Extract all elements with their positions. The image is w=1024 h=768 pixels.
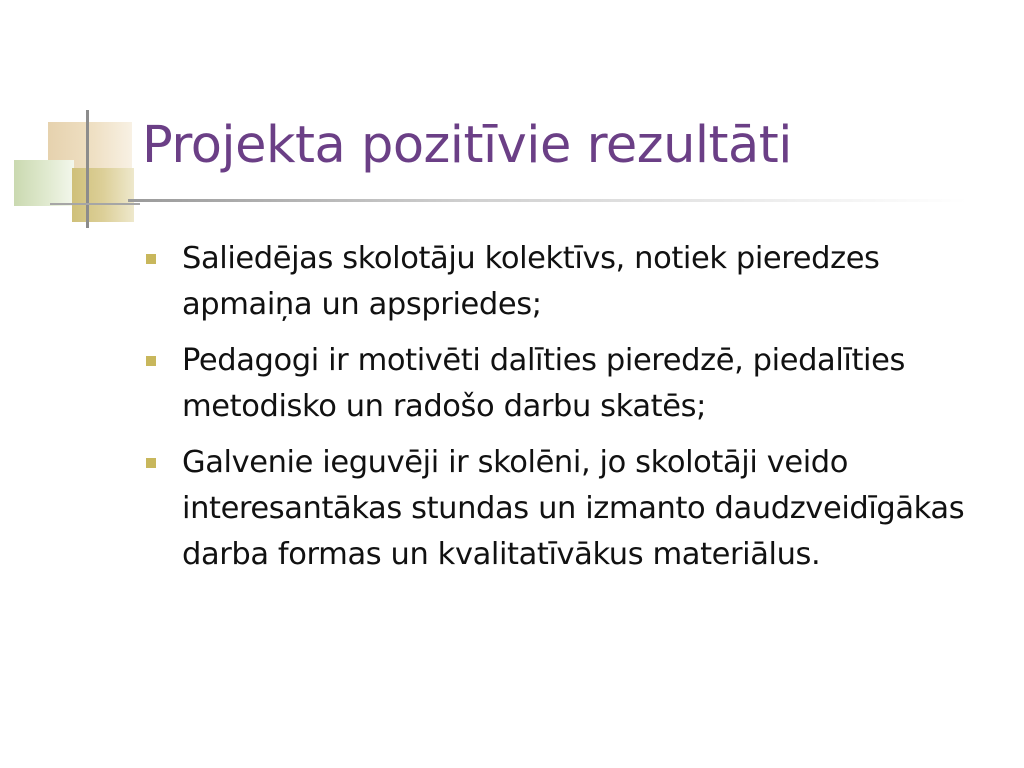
square-bullet-icon [146, 254, 156, 264]
square-bullet-icon [146, 356, 156, 366]
ornament-green-square [14, 160, 74, 206]
title-underline [128, 199, 968, 202]
square-bullet-icon [146, 458, 156, 468]
bullet-text: Galvenie ieguvēji ir skolēni, jo skolotāji veido interesantākas stundas un izmanto daudzveidīgākas darba formas un kvalitatīvākus materiālus. [182, 445, 965, 572]
ornament-olive-square [72, 168, 134, 222]
bullet-text: Saliedējas skolotāju kolektīvs, notiek pieredzes apmaiņa un apspriedes; [182, 241, 880, 322]
bullet-list [142, 236, 1012, 588]
bullet-item [142, 338, 1012, 430]
bullet-item [142, 236, 1012, 328]
slide-title: Projekta pozitīvie rezultāti [142, 116, 792, 175]
bullet-text: Pedagogi ir motivēti dalīties pieredzē, piedalīties metodisko un radošo darbu skatēs; [182, 343, 905, 424]
ornament-vertical-line [86, 110, 89, 228]
corner-ornament [0, 0, 160, 240]
ornament-horizontal-line [50, 203, 140, 205]
bullet-item [142, 440, 1012, 578]
